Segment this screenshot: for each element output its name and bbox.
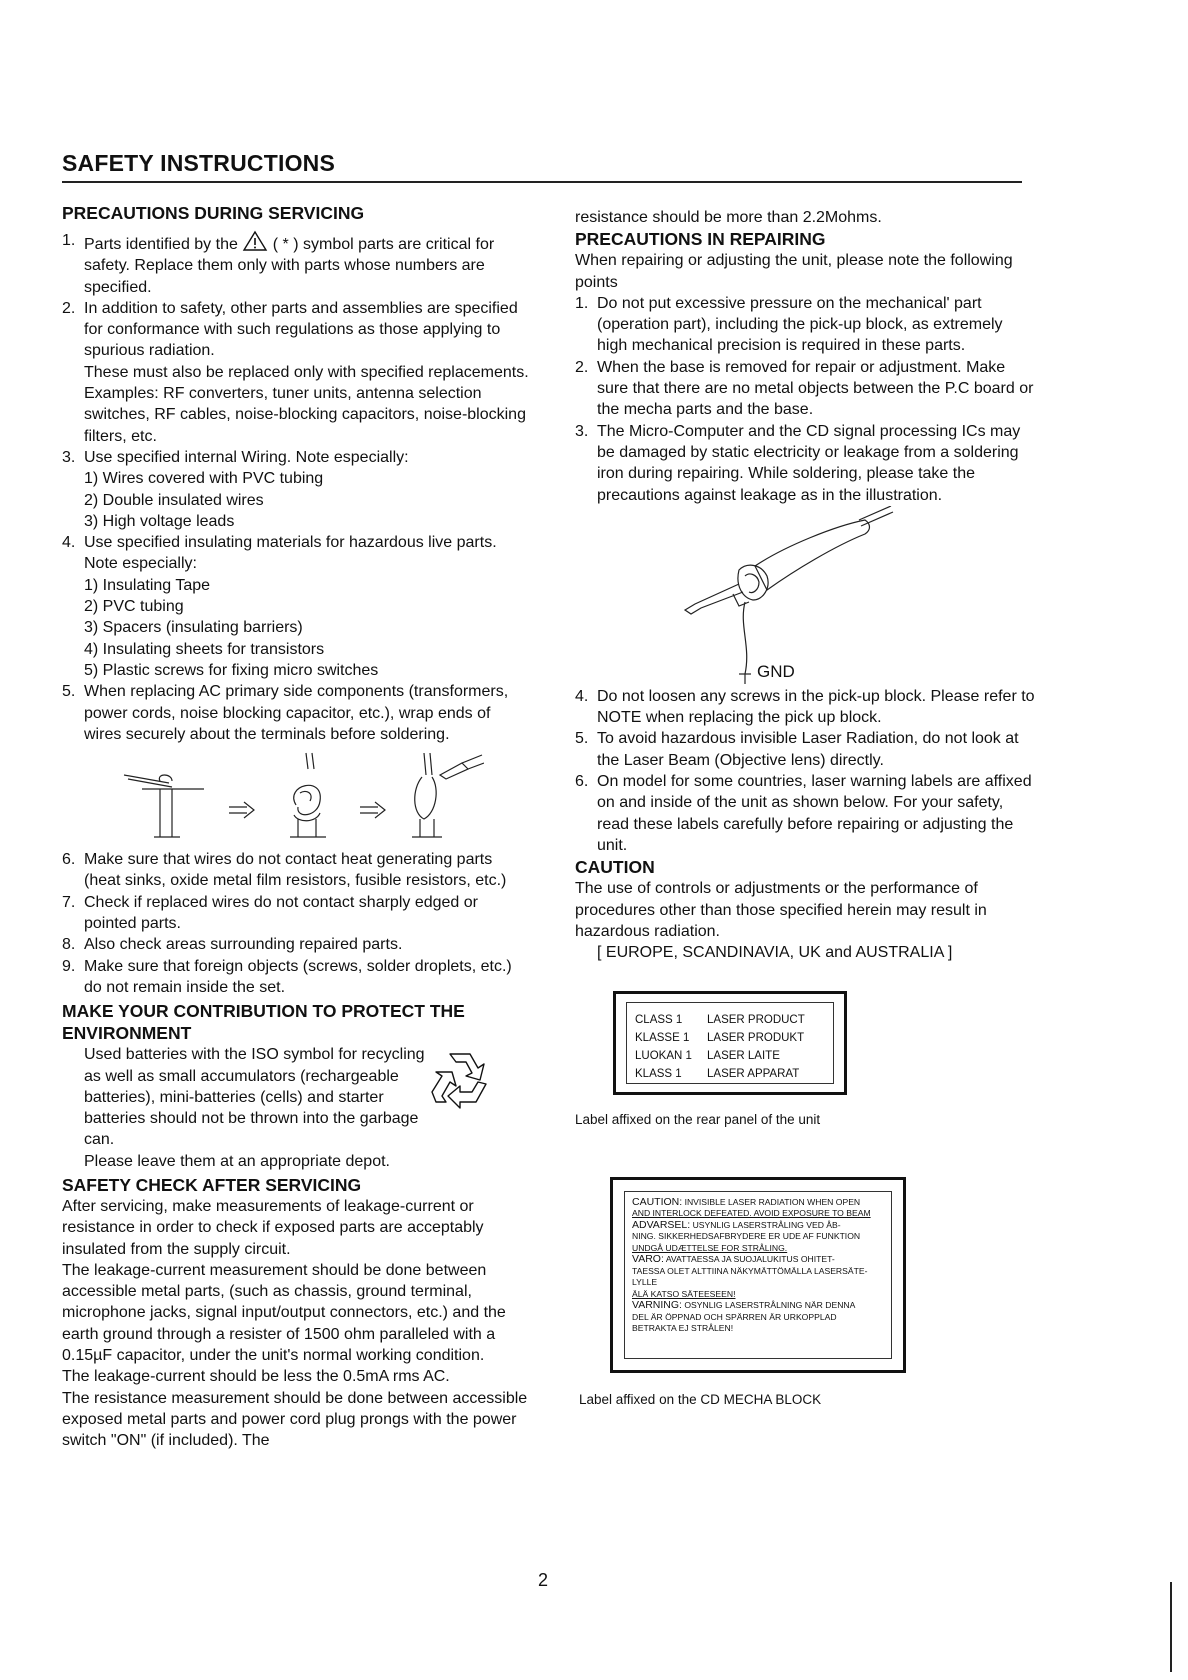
soldering-iron-icon [635,506,935,686]
title-rule [62,181,1022,183]
page-title: SAFETY INSTRUCTIONS [62,150,336,176]
warning-triangle-icon [242,230,268,252]
list-item: 4. Do not loosen any screws in the pick-up block. Please refer to NOTE when replacing the pick up block. [575,687,1035,727]
page-number: 2 [538,1570,549,1590]
list-item: 1. Parts identified by the ( * ) symbol parts are critical for safety. Replace them only with parts whose numbers are specified. [62,232,495,296]
list-item: 9. Make sure that foreign objects (screws, solder droplets, etc.) do not remain inside the set. [62,957,512,996]
list-item: 6. Make sure that wires do not contact heat generating parts (heat sinks, oxide metal film resistors, fusible resistors, etc.) [62,851,507,890]
list-item: 8. Also check areas surrounding repaired parts. [62,936,403,954]
gnd-label: GND [757,661,795,681]
cd-mecha-caption: Label affixed on the CD MECHA BLOCK [579,1391,822,1407]
heading-caution: CAUTION [575,857,655,878]
repairing-list-continued [575,686,1037,856]
wire-wrapping-illustration [84,745,484,849]
list-item: 2. In addition to safety, other parts and assemblies are specified for conformance with such regulations as those applying to spurious radiation. These must also be replaced only with specified replacements. Examples: RF converters, tuner units, antenna selection switches, RF cables, noise-blocking capacitors, noise-blocking filters, etc. [62,299,529,445]
list-item: 5. When replacing AC primary side components (transformers, power cords, noise blocking capacitor, etc.), wrap ends of wires securely about the terminals before soldering. [62,681,532,849]
regions-text: [ EUROPE, SCANDINAVIA, UK and AUSTRALIA ] [597,944,953,962]
list-item: 3. Use specified internal Wiring. Note especially: 1) Wires covered with PVC tubing 2) Double insulated wires 3) High voltage leads [62,448,409,530]
repairing-list [575,293,1037,506]
label-row: CLASS 1 LASER PRODUCT [635,1014,805,1027]
list-item: 7. Check if replaced wires do not contact sharply edged or pointed parts. [62,893,478,933]
list-item: 5. To avoid hazardous invisible Laser Radiation, do not look at the Laser Beam (Objective lens) directly. [575,730,1019,769]
heading-precautions-servicing: PRECAUTIONS DURING SERVICING [62,203,365,223]
rear-panel-caption: Label affixed on the rear panel of the unit [575,1112,821,1128]
soldering-iron-figure [575,506,1037,686]
environment-block: Used batteries with the ISO symbol for recycling as well as small accumulators (rechargeable batteries), mini-batteries (cells) and starter batteries should not be thrown into the garbage can. Please leave them at an appropriate depot. [62,1044,532,1172]
label-row: LUOKAN 1 LASER LAITE [635,1050,780,1063]
cd-mecha-warning-label: CAUTION: INVISIBLE LASER RADIATION WHEN OPEN AND INTERLOCK DEFEATED. AVOID EXPOSURE TO BEAM ADVARSEL: USYNLIG LASERSTRÅLING VED ÅB- NING. SIKKERHEDSAFBRYDERE ER UDE AF FUNKTION UNDGÅ UDÆTTELSE FOR STRÅLING. VARO: AVATTAESSA JA SUOJALUKITUS OHITET- TAESSA OLET ALTTIINA NÄKYMÄTTÖMÄLLA LASERSÄTE- LYLLE ÄLÄ KATSO SÄTEESEEN! VARNING: OSYNLIG LASERSTRÅLNING NÄR DENNA DEL ÄR ÖPPNAD OCH SPÄRREN ÄR URKOPPLAD BETRAKTA EJ STRÅLEN! [610,1177,906,1373]
list-item: 6. On model for some countries, laser warning labels are affixed on and inside of the unit as shown below. For your safety, read these labels carefully before repairing or adjusting the unit. [575,773,1032,854]
class-1-laser-label [613,991,847,1095]
list-item: 4. Use specified insulating materials for hazardous live parts. Note especially: 1) Insulating Tape 2) PVC tubing 3) Spacers (insulating barriers) 4) Insulating sheets for transistors 5) Plastic screws for fixing micro switches [62,534,497,679]
left-column: PRECAUTIONS DURING SERVICING 1. Parts identified by the ( * ) symbol parts are critical for safety. Replace them only with parts whose numbers are specified. 2. In addition to safety, other parts and assemblies are specified for conformance with such regulations as those applying to spurious radiation. These must also be replaced only with specified replacements. Examples: RF converters, tuner units, antenna selection switches, RF cables, noise-blocking capacitors, noise-blocking filters, etc. 3. Use specified internal Wiring. Note especially: 1) Wires covered with PVC tubing 2) Double insulated wires 3) High voltage leads 4. Use specified insulating materials for hazardous live parts. Note especially: 1) Insulating Tape 2) PVC tubing 3) Spacers (insulating barriers) 4) Insulating sheets for transistors 5) Plastic screws for fixing micro switches 5. When replacing AC primary side components (transformers, power cords, noise blocking capacitor, etc.), wrap ends of wires securely about the terminals before soldering. 6. Make sure that wires do not contact heat generating parts (heat sinks, oxide metal film resistors, fusible resistors, etc.) 7. Check if replaced wires do not contact sharply edged or pointed parts. 8. Also check areas surrounding repaired parts. 9. Make sure that foreign objects (screws, solder droplets, etc.) do not remain inside the set. MAKE YOUR CONTRIBUTION TO PROTECT THE ENVIRONMENT Used batteries with the ISO symbol for recycling as well as small accumulators (rechargeable batteries), mini-batteries (cells) and starter batteries should not be thrown into the garbage can. Please leave them at an appropriate depot. SAFETY CHECK AFTER SERVICING After servicing, make measurements of leakage-current or resistance in order to check if exposed parts are acceptably insulated from the supply circuit. The leakage-current measurement should be done between accessible metal parts, (such as chassis, ground terminal, microphone jacks, signal input/output connectors, etc.) and the earth ground through a resister of 1500 ohm paralleled with a 0.15µF capacitor, under the unit's normal working condition. The leakage-current should be less the 0.5mA rms AC. The resistance measurement should be done between accessible exposed metal parts and power cord plug prongs with the power switch "ON" (if included). The [62,202,532,1452]
right-column: resistance should be more than 2.2Mohms. PRECAUTIONS IN REPAIRING When repairing or adjusting the unit, please note the following points 1. Do not put excessive pressure on the mechanical' part (operation part), including the pick-up block, as extremely high mechanical precision is required in these parts. 2. When the base is removed for repair or adjustment. Make sure that there are no metal objects between the P.C board or the mecha parts and the base. 3. The Micro-Computer and the CD signal processing ICs may be damaged by static electricity or leakage from a soldering iron during repairing. While soldering, please take the precautions against leakage as in the illustration. GND 4. Do not loosen any screws in the pick-up block. Please refer to NOTE when replacing the pick up block. 5. To avoid hazardous invisible Laser Radiation, do not look at the Laser Beam (Objective lens) directly. 6. On model for some countries, laser warning labels are affixed on and inside of the unit as shown below. For your safety, read these labels carefully before repairing or adjusting the unit. CAUTION The use of controls or adjustments or the performance of procedures other than those specified herein may result in hazardous radiation. [ EUROPE, SCANDINAVIA, UK and AUSTRALIA ] CLASS 1 LASER PRODUCT KLASSE 1 LASER PRODUKT LUOKAN 1 LASER LAITE KLASS 1 LASER APPARAT Label affixed on the rear panel of the unit CAUTION: INVISIBLE LASER RADIATION WHEN OPEN AND INTERLOCK DEFEATED. AVOID EXPOSURE TO BEAM ADVARSEL: USYNLIG LASERSTRÅLING VED ÅB- NING. SIKKERHEDSAFBRYDERE ER UDE AF FUNKTION UNDGÅ UDÆTTELSE FOR STRÅLING. VARO: AVATTAESSA JA SUOJALUKITUS OHITET- TAESSA OLET ALTTIINA NÄKYMÄTTÖMÄLLA LASERSÄTE- LYLLE ÄLÄ KATSO SÄTEESEEN! VARNING: OSYNLIG LASERSTRÅLNING NÄR DENNA DEL ÄR ÖPPNAD OCH SPÄRREN ÄR URKOPPLAD BETRAKTA EJ STRÅLEN! Label affixed on the CD MECHA BLOCK [575,207,1037,1410]
recycling-icon [424,1048,496,1112]
heading-environment: MAKE YOUR CONTRIBUTION TO PROTECT THE ENVIRONMENT [62,1001,465,1044]
margin-mark [1170,1582,1172,1672]
list-item: 1. Do not put excessive pressure on the mechanical' part (operation part), including the pick-up block, as extremely high mechanical precision is required in these parts. [575,294,1003,355]
list-item: 3. The Micro-Computer and the CD signal processing ICs may be damaged by static electricity or leakage from a soldering iron during repairing. While soldering, please take the precautions against leakage as in the illustration. [575,422,1021,504]
heading-precautions-repairing: PRECAUTIONS IN REPAIRING [575,229,826,250]
servicing-list [62,230,532,998]
list-item: 2. When the base is removed for repair or adjustment. Make sure that there are no metal objects between the P.C board or the mecha parts and the base. [575,358,1034,419]
label-row: KLASS 1 LASER APPARAT [635,1068,800,1081]
label-row: KLASSE 1 LASER PRODUKT [635,1032,805,1045]
heading-safety-check: SAFETY CHECK AFTER SERVICING [62,1174,362,1195]
